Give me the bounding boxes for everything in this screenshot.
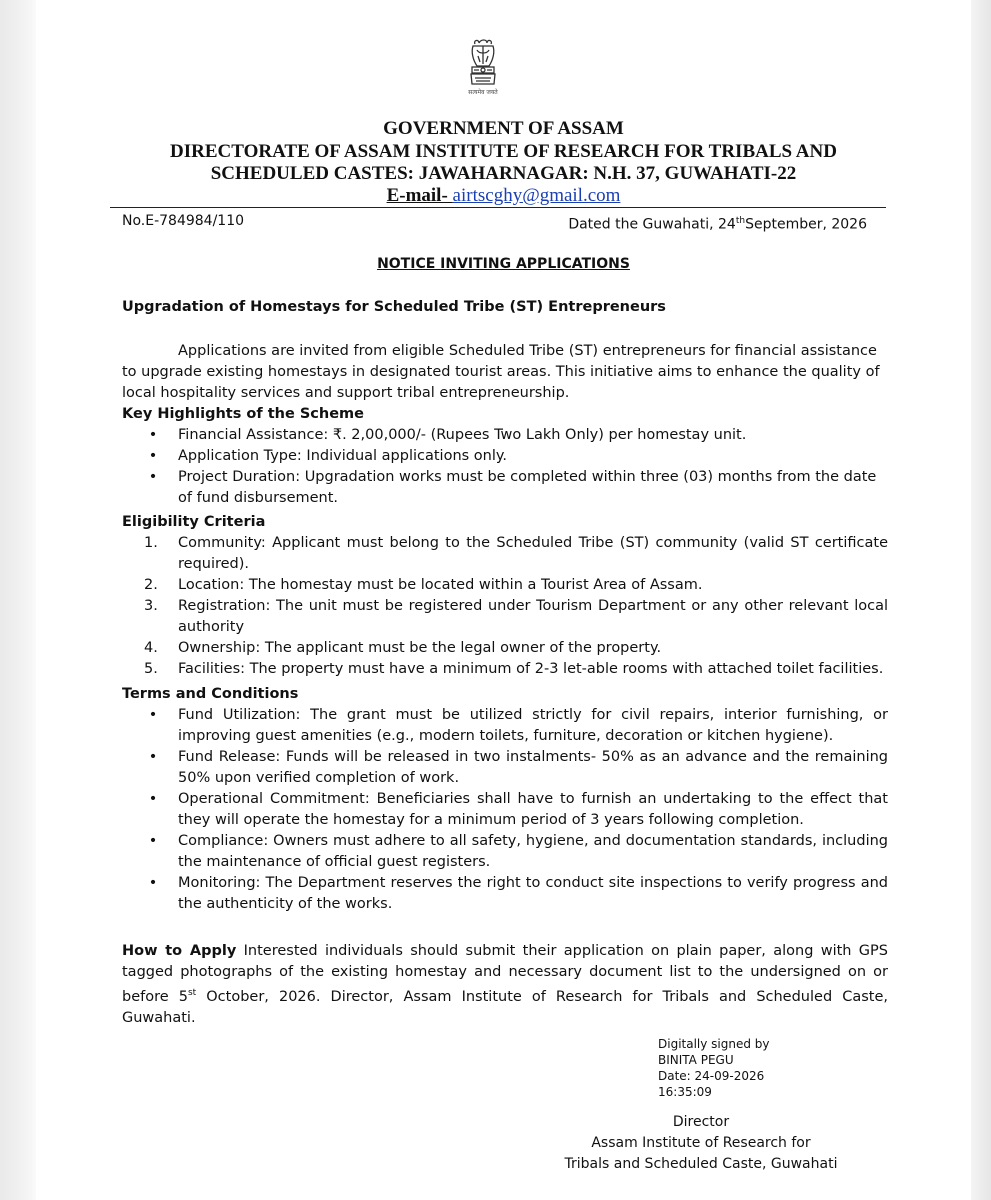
list-item: • Monitoring: The Department reserves the right to conduct site inspections to verify progress and the authenticity of the works. [122, 873, 888, 915]
intro-paragraph: Applications are invited from eligible Scheduled Tribe (ST) entrepreneurs for financial assistance to upgrade existing homestays in designated tourist areas. This initiative aims to enhance the quality of local hospitality services and support tribal entrepreneurship. [122, 343, 880, 401]
bullet-icon: • [148, 427, 158, 443]
date-suffix: September, 2026 [745, 216, 867, 233]
highlights-heading: Key Highlights of the Scheme [122, 406, 364, 422]
list-item: 4. Ownership: The applicant must be the legal owner of the property. [144, 640, 662, 656]
list-item: 2. Location: The homestay must be located within a Tourist Area of Assam. [144, 577, 703, 593]
bullet-icon: • [148, 749, 158, 765]
national-emblem-icon [459, 38, 507, 98]
bullet-icon: • [148, 469, 158, 485]
signatory-block [536, 1112, 866, 1175]
terms-list [122, 705, 888, 915]
highlights-list [122, 425, 888, 509]
how-to-apply-label: How to Apply [122, 943, 237, 959]
header-email-line [36, 185, 971, 207]
eligibility-list [122, 533, 888, 680]
list-item: • Operational Commitment: Beneficiaries shall have to furnish an undertaking to the effect that they will operate the homestay for a minimum period of 3 years following completion. [122, 789, 888, 831]
bullet-icon: • [148, 791, 158, 807]
bullet-icon: • [148, 707, 158, 723]
email-label: E-mail- [386, 185, 453, 206]
date-superscript: th [735, 216, 746, 226]
list-item: • Project Duration: Upgradation works must be completed within three (03) months from the date of fund disbursement. [122, 467, 888, 509]
scan-border-left [0, 0, 36, 1200]
list-item: • Fund Utilization: The grant must be utilized strictly for civil repairs, interior furnishing, or improving guest amenities (e.g., modern toilets, furniture, decoration or kitchen hygiene). [122, 705, 888, 747]
digital-signature-block: Digitally signed by BINITA PEGU Date: 24-09-2026 16:35:09 [658, 1037, 770, 1099]
reference-date [568, 212, 867, 234]
bullet-icon: • [148, 875, 158, 891]
signatory-org-line2: Tribals and Scheduled Caste, Guwahati [564, 1156, 838, 1172]
bullet-icon: • [148, 448, 158, 464]
email-link[interactable]: airtscghy@gmail.com [452, 185, 621, 206]
list-item: 1. Community: Applicant must belong to the Scheduled Tribe (ST) community (valid ST certificate required). [144, 535, 888, 572]
eligibility-heading: Eligibility Criteria [122, 514, 266, 530]
list-item: • Fund Release: Funds will be released in two instalments- 50% as an advance and the remaining 50% upon verified completion of work. [122, 747, 888, 789]
signatory-org-line1: Assam Institute of Research for [591, 1135, 811, 1151]
how-to-apply-paragraph: How to Apply Interested individuals should submit their application on plain paper, along with GPS tagged photographs of the existing homestay and necessary document list to the undersigned on or before 5st October, 2026. Director, Assam Institute of Research for Tribals and Scheduled Caste, Guwahati. [122, 943, 889, 1026]
svg-text:सत्यमेव जयते: सत्यमेव जयते [468, 89, 498, 96]
list-item: 5. Facilities: The property must have a minimum of 2-3 let-able rooms with attached toilet facilities. [144, 661, 884, 677]
signatory-title: Director [672, 1114, 730, 1130]
list-item: • Financial Assistance: ₹. 2,00,000/- (Rupees Two Lakh Only) per homestay unit. [122, 425, 888, 446]
header-government: GOVERNMENT OF ASSAM [383, 118, 624, 139]
header-divider [110, 207, 886, 208]
notice-subject: Upgradation of Homestays for Scheduled Tribe (ST) Entrepreneurs [122, 299, 666, 315]
scan-border-right [971, 0, 991, 1200]
terms-heading: Terms and Conditions [122, 686, 299, 702]
header-directorate-line2: SCHEDULED CASTES: JAWAHARNAGAR: N.H. 37, GUWAHATI-22 [210, 163, 797, 184]
notice-title: NOTICE INVITING APPLICATIONS [377, 256, 630, 272]
header-directorate-line1: DIRECTORATE OF ASSAM INSTITUTE OF RESEARCH FOR TRIBALS AND [170, 141, 837, 162]
reference-number: No.E-784984/110 [122, 213, 245, 229]
list-item: • Compliance: Owners must adhere to all safety, hygiene, and documentation standards, including the maintenance of official guest registers. [122, 831, 888, 873]
bullet-icon: • [148, 833, 158, 849]
list-item: 3. Registration: The unit must be registered under Tourism Department or any other relevant local authority [144, 598, 888, 635]
date-prefix: Dated the Guwahati, 24 [568, 216, 736, 233]
notice-page [36, 0, 971, 1200]
list-item: • Application Type: Individual applications only. [122, 446, 888, 467]
